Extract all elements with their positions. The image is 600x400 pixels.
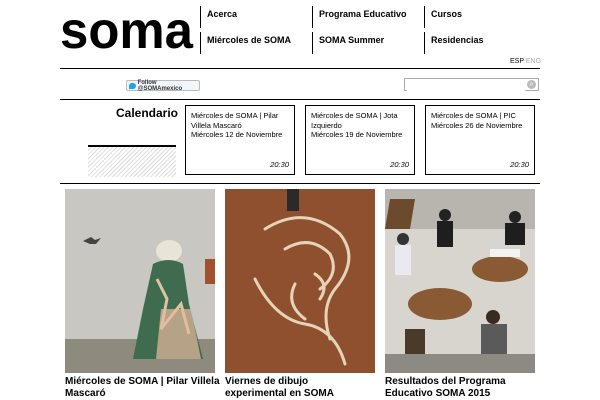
lang-eng[interactable]: ENG (525, 58, 542, 65)
header-divider (60, 68, 540, 69)
feature-photo-drawing[interactable] (225, 189, 375, 373)
event-time: 20:30 (510, 159, 529, 169)
search-input[interactable] (407, 86, 525, 95)
feature-photo-performance[interactable] (65, 189, 215, 373)
feature-caption[interactable]: Viernes de dibujo experimental en SOMA (225, 376, 334, 399)
nav-miercoles[interactable]: Miércoles de SOMA (200, 32, 291, 54)
feature-photo-group[interactable] (385, 189, 535, 373)
soma-logo[interactable] (60, 8, 195, 53)
event-time: 20:30 (390, 159, 409, 169)
nav-programa-educativo[interactable]: Programa Educativo (312, 6, 407, 28)
nav-residencias[interactable]: Residencias (424, 32, 484, 54)
search-icon[interactable]: ⌕ (527, 80, 536, 89)
event-title: Miércoles de SOMA | Jota Izquierdo (311, 111, 398, 130)
feature-caption[interactable]: Resultados del Programa Educativo SOMA 2015 (385, 376, 506, 399)
event-title: Miércoles de SOMA | Pilar Villela Mascaró (191, 111, 279, 130)
event-time: 20:30 (270, 159, 289, 169)
event-date: Miércoles 12 de Noviembre (191, 130, 283, 139)
nav-cursos[interactable]: Cursos (424, 6, 462, 28)
calendar-title: Calendario (116, 106, 179, 120)
search-box[interactable] (404, 78, 539, 91)
language-switcher (510, 58, 541, 65)
logo-text: soma (60, 8, 195, 53)
nav-acerca[interactable]: Acerca (200, 6, 237, 28)
feature-caption[interactable]: Miércoles de SOMA | Pilar Villela Mascaró (65, 376, 220, 399)
twitter-bird-icon (129, 83, 136, 89)
twitter-follow-button[interactable] (126, 80, 200, 91)
calendar-event-card[interactable] (185, 105, 295, 175)
features-divider (60, 183, 540, 184)
nav-soma-summer[interactable]: SOMA Summer (312, 32, 384, 54)
calendar-top-divider (60, 99, 540, 100)
twitter-follow-label: Follow @SOMAmexico (137, 79, 183, 92)
event-title: Miércoles de SOMA | PIC (431, 111, 516, 120)
calendar-event-card[interactable] (425, 105, 535, 175)
calendar-hatch-decoration (88, 145, 176, 177)
calendar-event-card[interactable] (305, 105, 415, 175)
lang-esp[interactable]: ESP (510, 58, 524, 65)
event-date: Miércoles 19 de Noviembre (311, 130, 403, 139)
event-date: Miércoles 26 de Noviembre (431, 120, 523, 130)
